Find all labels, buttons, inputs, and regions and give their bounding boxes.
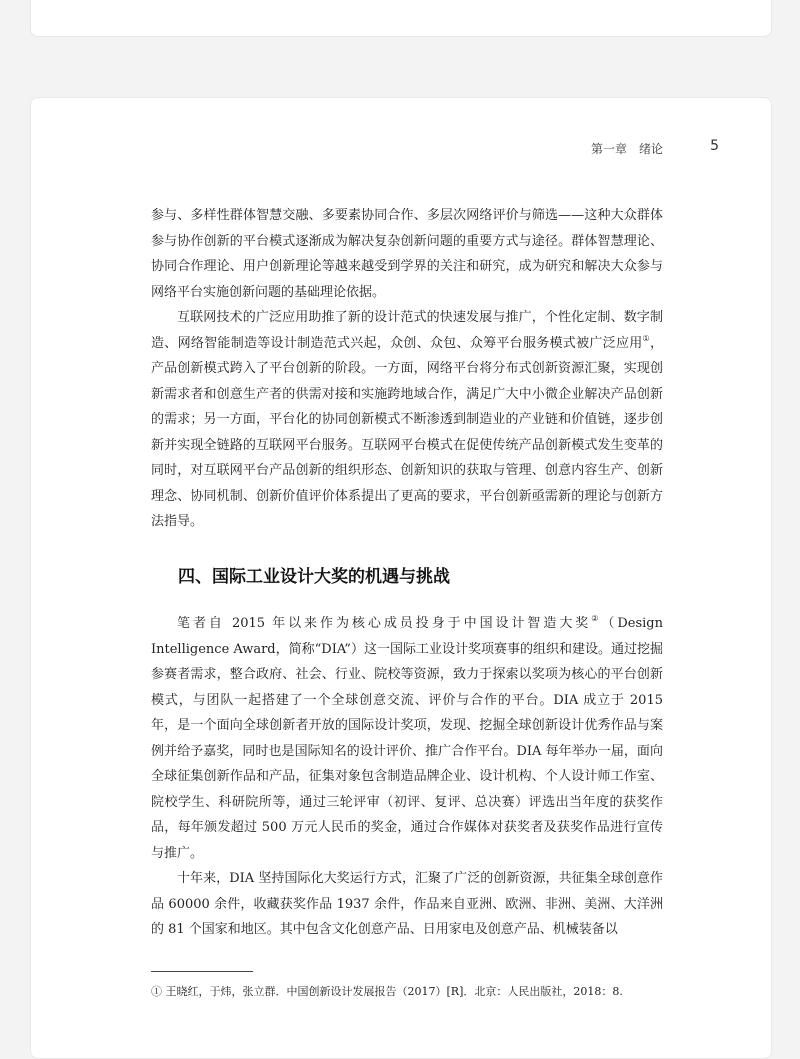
chapter-title: 第一章 绪论 <box>590 142 663 156</box>
paragraph-dia <box>151 611 663 866</box>
paragraph-continuation: 参与、多样性群体智慧交融、多要素协同合作、多层次网络评价与筛选——这种大众群体参与协作创新的平台模式逐渐成为解决复杂创新问题的重要方式与途径。群体智慧理论、协同合作理论、用户创新理论等越来越受到学界的关注和研究，成为研究和解决大众参与网络平台实施创新问题的基础理论依据。 <box>151 208 663 300</box>
footnote-divider <box>151 971 253 972</box>
running-header <box>0 140 800 156</box>
section-heading: 四、国际工业设计大奖的机遇与挑战 <box>178 567 450 587</box>
paragraph-dia-text-a: 笔者自 2015 年以来作为核心成员投身于中国设计智造大奖 <box>177 616 592 631</box>
paragraph-internet-text-b: ，产品创新模式跨入了平台创新的阶段。一方面，网络平台将分布式创新资源汇聚，实现创新需求者和创意生产者的供需对接和实施跨地域合作，满足广大中小微企业解决产品创新的需求；另一方面，平台化的协同创新模式不断渗透到制造业的产业链和价值链，逐步创新并实现全链路的互联网平台服务。互联网平台模式在促使传统产品创新模式发生变革的同时，对互联网平台产品创新的组织形态、创新知识的获取与管理、创意内容生产、创新理念、协同机制、创新价值评价体系提出了更高的要求，平台创新亟需新的理论与创新方法指导。 <box>151 335 663 529</box>
paragraph-decade: 十年来，DIA 坚持国际化大奖运行方式，汇聚了广泛的创新资源，共征集全球创意作品 60000 余件，收藏获奖作品 1937 余件，作品来自亚洲、欧洲、非洲、美洲、大洋洲的 81 个国家和地区。其中包含文化创意产品、日用家电及创意产品、机械装备以 <box>151 871 663 937</box>
footnote-ref-1: ① <box>642 333 650 343</box>
footnote-1: ① 王晓红，于炜，张立群．中国创新设计发展报告（2017）[R]．北京：人民出版社，2018：8. <box>151 985 623 998</box>
paragraph-internet <box>151 305 663 535</box>
footnote-ref-2: ② <box>591 614 602 623</box>
previous-page-edge <box>30 0 772 37</box>
body-block-bottom <box>151 611 663 943</box>
paragraph-dia-text-b: （Design Intelligence Award，简称“DIA”）这一国际工业设计奖项赛事的组织和建设。通过挖掘参赛者需求，整合政府、社会、行业、院校等资源，致力于探索以奖项为核心的平台创新模式，与团队一起搭建了一个全球创意交流、评价与合作的平台。DIA 成立于 2015 年，是一个面向全球创新者开放的国际设计奖项，发现、挖掘全球创新设计优秀作品与案例并给予嘉奖，同时也是国际知名的设计评价、推广合作平台。DIA 每年举办一届，面向全球征集创新作品和产品，征集对象包含制造品牌企业、设计机构、个人设计师工作室、院校学生、科研院所等，通过三轮评审（初评、复评、总决赛）评选出当年度的获奖作品，每年颁发超过 500 万元人民币的奖金，通过合作媒体对获奖者及获奖作品进行宣传与推广。 <box>151 616 664 861</box>
paragraph-internet-text-a: 互联网技术的广泛应用助推了新的设计范式的快速发展与推广，个性化定制、数字制造、网络智能制造等设计制造范式兴起，众创、众包、众筹平台服务模式被广泛应用 <box>151 310 663 351</box>
page-number: 5 <box>710 138 719 154</box>
body-block-top <box>151 203 663 535</box>
